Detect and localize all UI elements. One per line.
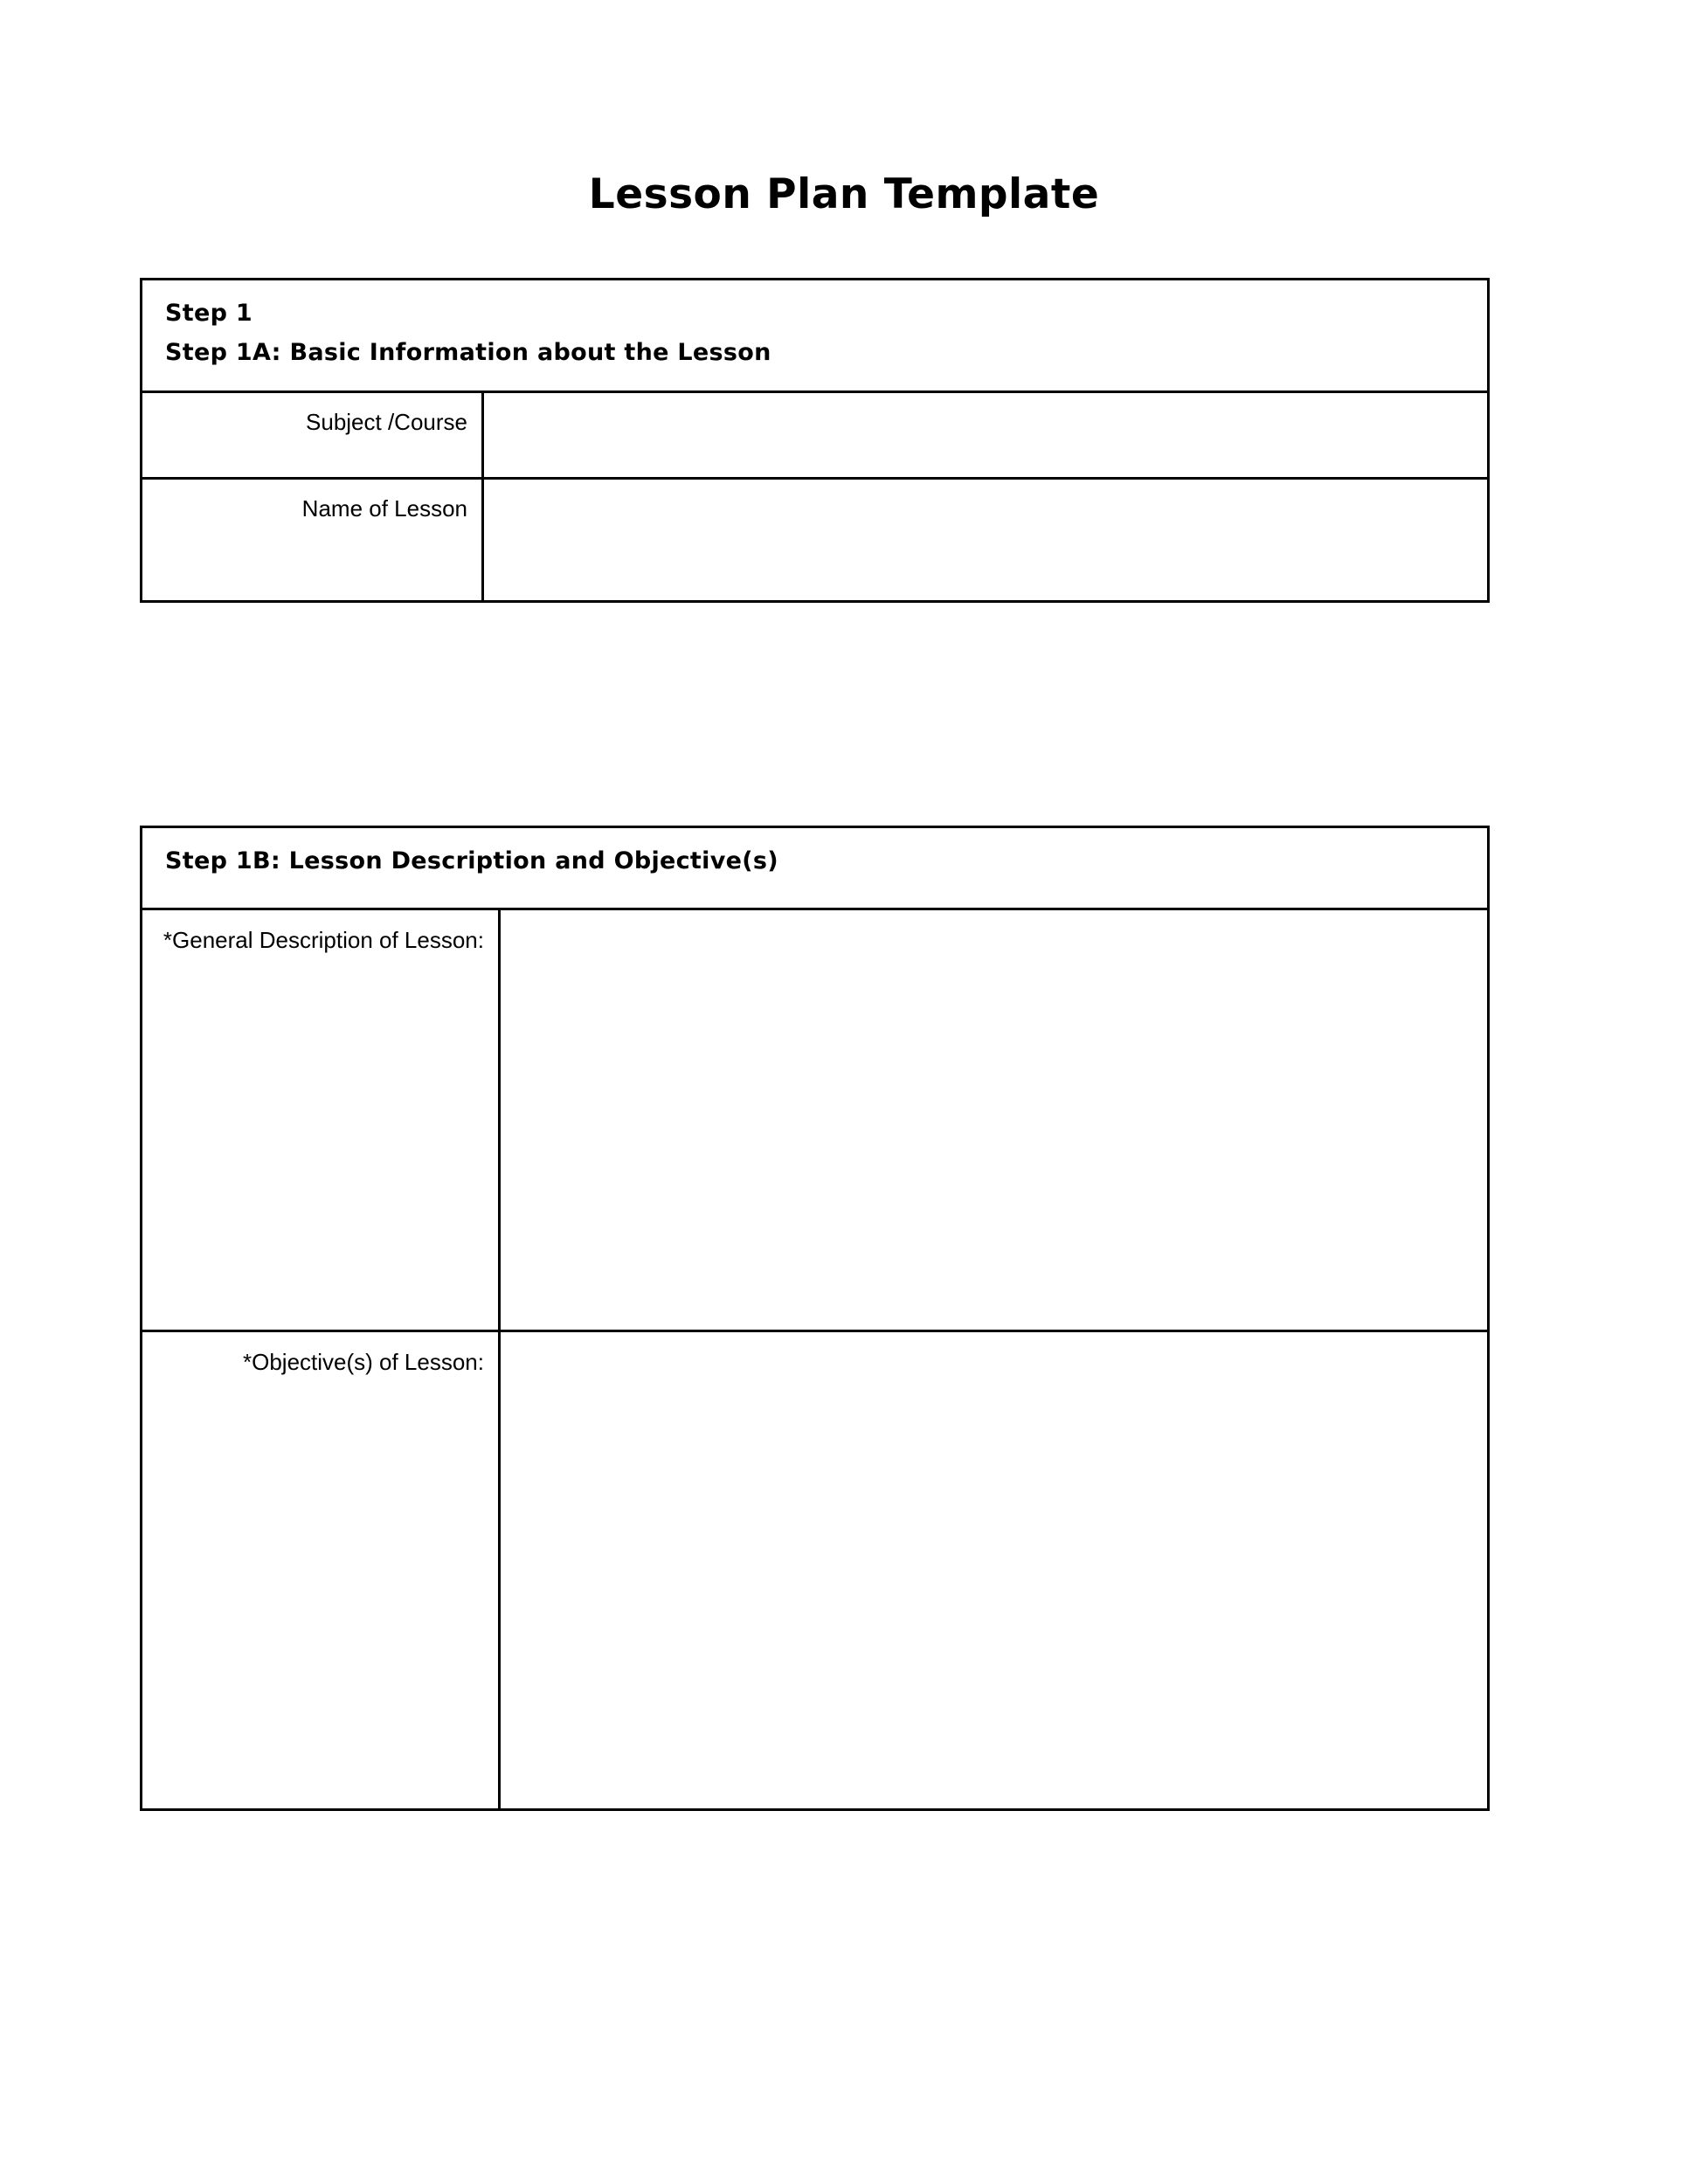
table-row xyxy=(142,1330,1487,1808)
general-description-label: *General Description of Lesson: xyxy=(142,910,501,1330)
subject-course-label: Subject /Course xyxy=(142,393,484,477)
name-of-lesson-field[interactable] xyxy=(484,480,1487,600)
step1b-heading: Step 1B: Lesson Description and Objective(s) xyxy=(165,847,778,874)
objectives-label: *Objective(s) of Lesson: xyxy=(142,1332,501,1808)
table-row xyxy=(142,390,1487,477)
table-row xyxy=(142,477,1487,600)
general-description-field[interactable] xyxy=(501,910,1487,1330)
step1b-table xyxy=(140,826,1490,1811)
objectives-field[interactable] xyxy=(501,1332,1487,1808)
step1b-header xyxy=(142,828,1487,908)
name-of-lesson-label: Name of Lesson xyxy=(142,480,484,600)
step1-heading: Step 1 xyxy=(165,300,253,327)
step1-header xyxy=(142,280,1487,390)
page-title: Lesson Plan Template xyxy=(588,170,1100,218)
table-row xyxy=(142,908,1487,1330)
step1-table xyxy=(140,278,1490,603)
step1a-subheading: Step 1A: Basic Information about the Lesson xyxy=(165,339,771,366)
subject-course-field[interactable] xyxy=(484,393,1487,477)
